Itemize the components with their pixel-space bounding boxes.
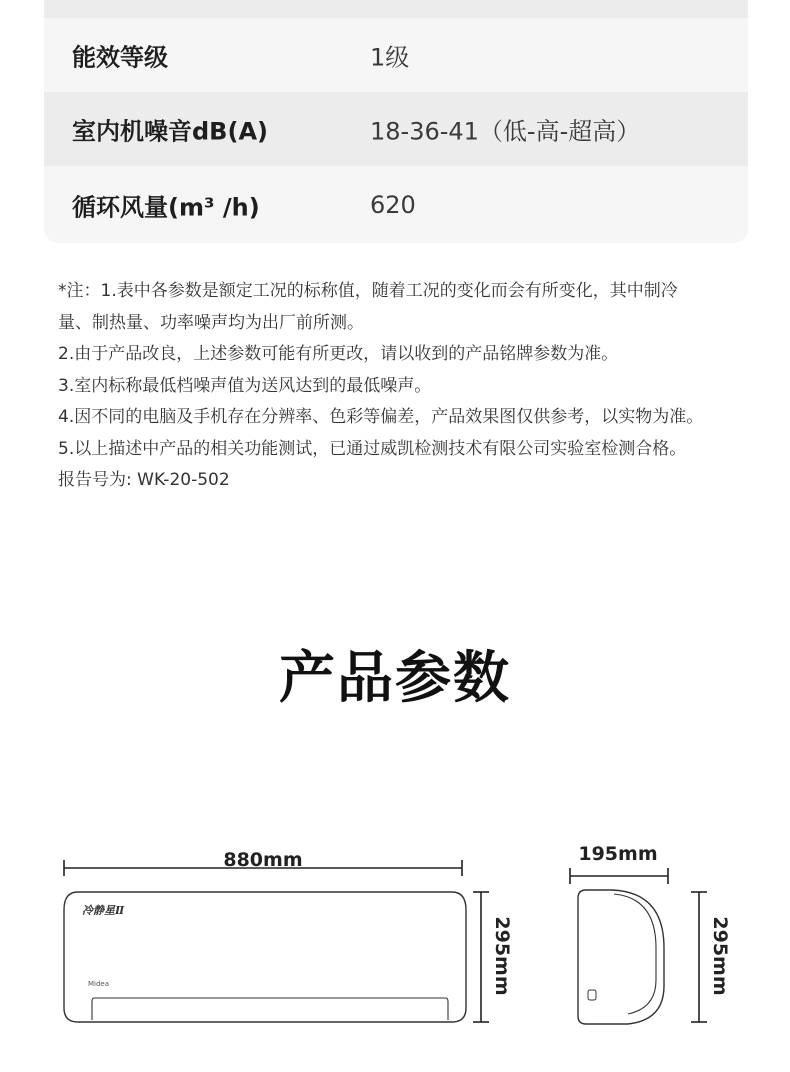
spec-row-clipped [44, 0, 748, 18]
note-line: 报告号为: WK-20-502 [58, 470, 230, 490]
spec-label: 能效等级 [72, 43, 168, 72]
front-unit-drawing [64, 892, 466, 1022]
spec-table [44, 0, 748, 243]
note-line: *注：1.表中各参数是额定工况的标称值，随着工况的变化而会有所变化，其中制冷 [58, 281, 678, 301]
note-line: 5.以上描述中产品的相关功能测试，已通过威凯检测技术有限公司实验室检测合格。 [58, 438, 687, 459]
front-height-dimension [473, 892, 489, 1022]
dimension-diagram [0, 830, 790, 1072]
spec-label: 循环风量(m³ /h) [72, 193, 260, 221]
spec-row-indoor-noise [44, 92, 748, 166]
spec-value: 18-36-41（低-高-超高） [370, 117, 641, 146]
note-line: 2.由于产品改良，上述参数可能有所更改，请以收到的产品铭牌参数为准。 [58, 344, 619, 364]
front-height-label: 295mm [491, 916, 513, 996]
side-height-dimension [691, 892, 707, 1022]
front-width-label: 880mm [223, 849, 303, 871]
note-line: 4.因不同的电脑及手机存在分辨率、色彩等偏差，产品效果图仅供参考，以实物为准。 [58, 407, 704, 427]
side-depth-dimension [570, 868, 668, 884]
spec-value: 1级 [370, 43, 410, 72]
side-unit-drawing [578, 890, 664, 1024]
product-brand-text: 冷静星Ⅱ [82, 904, 125, 917]
maker-logo-text: Midea [88, 980, 110, 988]
notes-block [58, 276, 758, 497]
spec-label: 室内机噪音dB(A) [72, 117, 268, 146]
spec-value: 620 [370, 190, 416, 219]
side-depth-label: 195mm [578, 843, 658, 865]
note-line: 量、制热量、功率噪声均为出厂前所测。 [58, 312, 364, 333]
note-line: 3.室内标称最低档噪声值为送风达到的最低噪声。 [58, 375, 432, 396]
spec-row-airflow [44, 166, 748, 243]
spec-row-energy-grade [44, 18, 748, 92]
side-height-label: 295mm [709, 916, 731, 996]
section-title: 产品参数 [279, 646, 511, 711]
